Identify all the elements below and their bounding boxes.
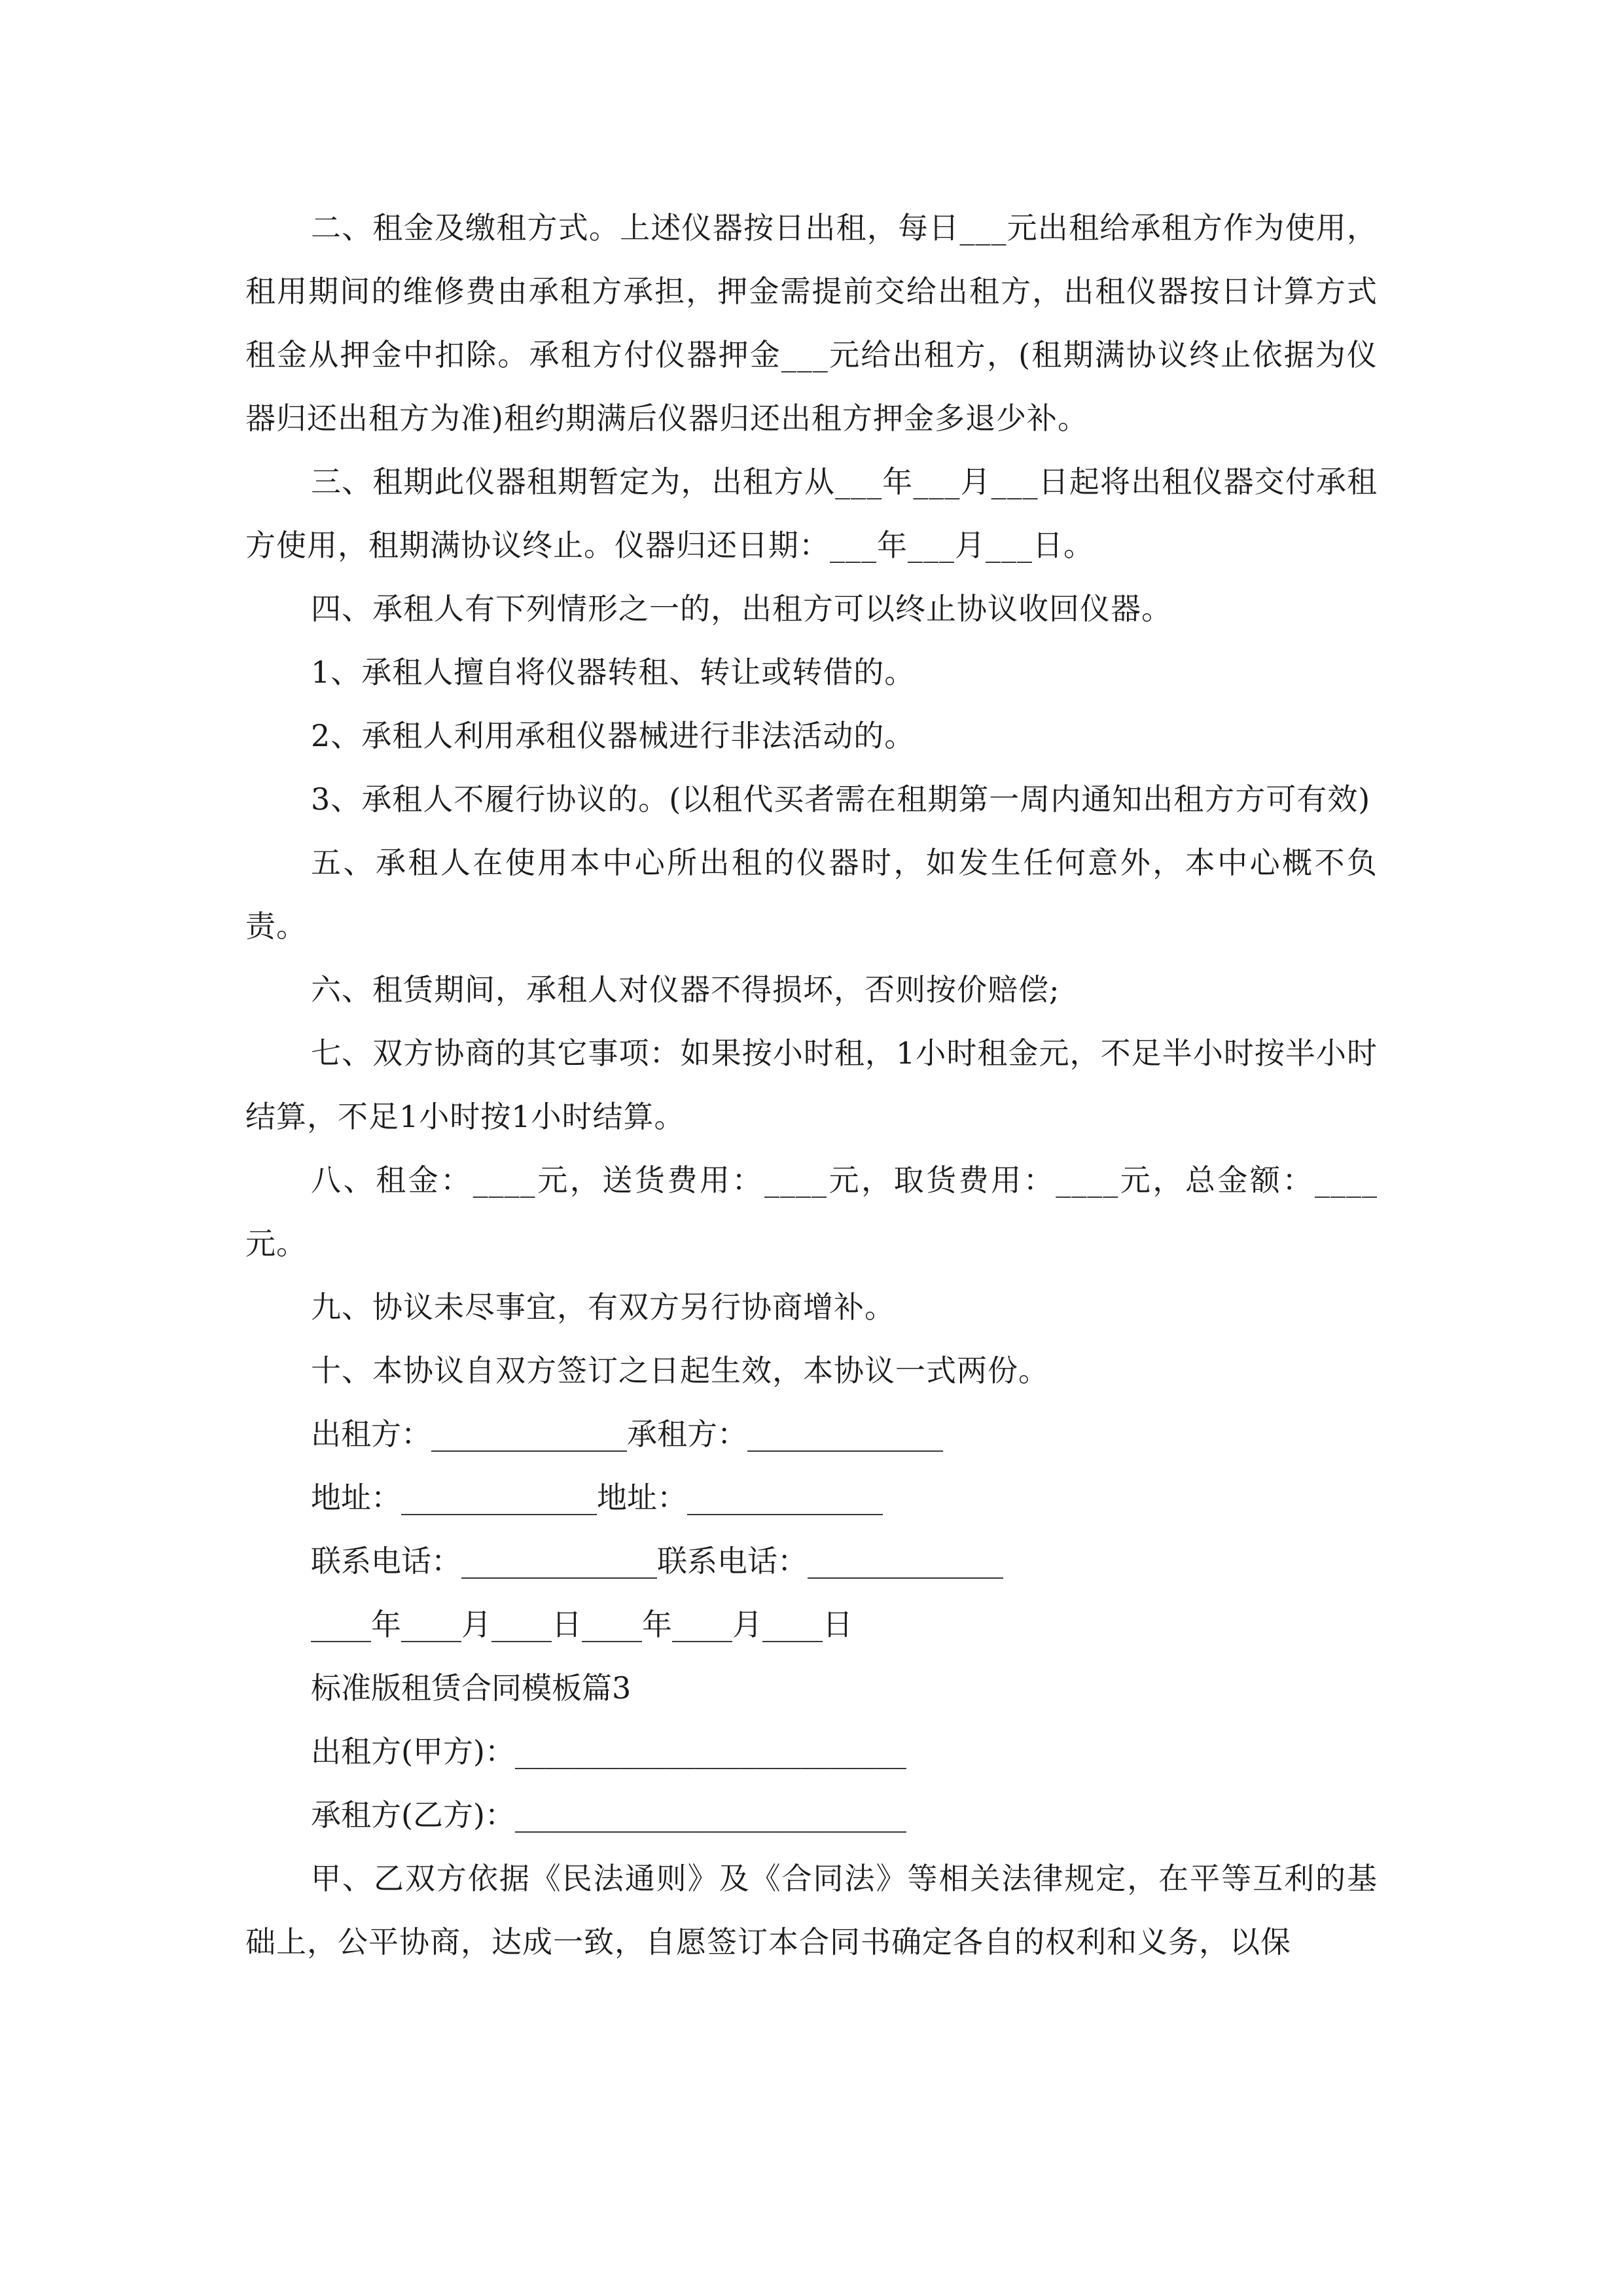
clause-9-supplement: 九、协议未尽事宜，有双方另行协商增补。	[311, 1289, 895, 1325]
clause-7-hourly-rent: 七、双方协商的其它事项：如果按小时租，1小时租金元，不足半小时按半小时结算，不足1小时按1小时结算。	[245, 1035, 1378, 1134]
termination-item-2: 2、承租人利用承租仪器械进行非法活动的。	[311, 718, 916, 753]
party-a-line: 出租方(甲方)：__________________________	[311, 1734, 906, 1769]
termination-item-3: 3、承租人不履行协议的。(以租代买者需在租期第一周内通知出租方方可有效)	[311, 781, 1371, 817]
signature-address: 地址：_____________地址：_____________	[311, 1480, 883, 1515]
party-b-line: 承租方(乙方)：__________________________	[311, 1797, 906, 1833]
clause-3-lease-term: 三、租期此仪器租期暂定为，出租方从___年___月___日起将出租仪器交付承租方使用，租期满协议终止。仪器归还日期：___年___月___日。	[245, 464, 1378, 563]
preamble-paragraph: 甲、乙双方依据《民法通则》及《合同法》等相关法律规定，在平等互利的基础上，公平协商，达成一致，自愿签订本合同书确定各自的权利和义务，以保	[245, 1861, 1378, 1960]
clause-2-rent-payment: 二、租金及缴租方式。上述仪器按日出租，每日___元出租给承租方作为使用，租用期间的维修费由承租方承担，押金需提前交给出租方，出租仪器按日计算方式租金从押金中扣除。承租方付仪器押金___元给出租方，(租期满协议终止依据为仪器归还出租方为准)租约期满后仪器归还出租方押金多退少补。	[245, 210, 1378, 436]
signature-parties: 出租方：_____________承租方：_____________	[311, 1416, 943, 1452]
clause-6-damage: 六、租赁期间，承租人对仪器不得损坏，否则按价赔偿;	[311, 972, 1060, 1007]
termination-item-1: 1、承租人擅自将仪器转租、转让或转借的。	[311, 655, 916, 690]
document-page	[245, 196, 1378, 1974]
section-heading: 标准版租赁合同模板篇3	[311, 1670, 632, 1706]
signature-phone: 联系电话：_____________联系电话：_____________	[311, 1543, 1003, 1579]
clause-4-termination: 四、承租人有下列情形之一的，出租方可以终止协议收回仪器。	[311, 591, 1172, 626]
clause-10-effective: 十、本协议自双方签订之日起生效，本协议一式两份。	[311, 1353, 1049, 1388]
clause-8-fees: 八、租金：____元，送货费用：____元，取货费用：____元，总金额：____元。	[245, 1162, 1378, 1261]
signature-date: ____年____月____日____年____月____日	[311, 1607, 853, 1642]
clause-5-liability: 五、承租人在使用本中心所出租的仪器时，如发生任何意外，本中心概不负责。	[245, 845, 1378, 944]
